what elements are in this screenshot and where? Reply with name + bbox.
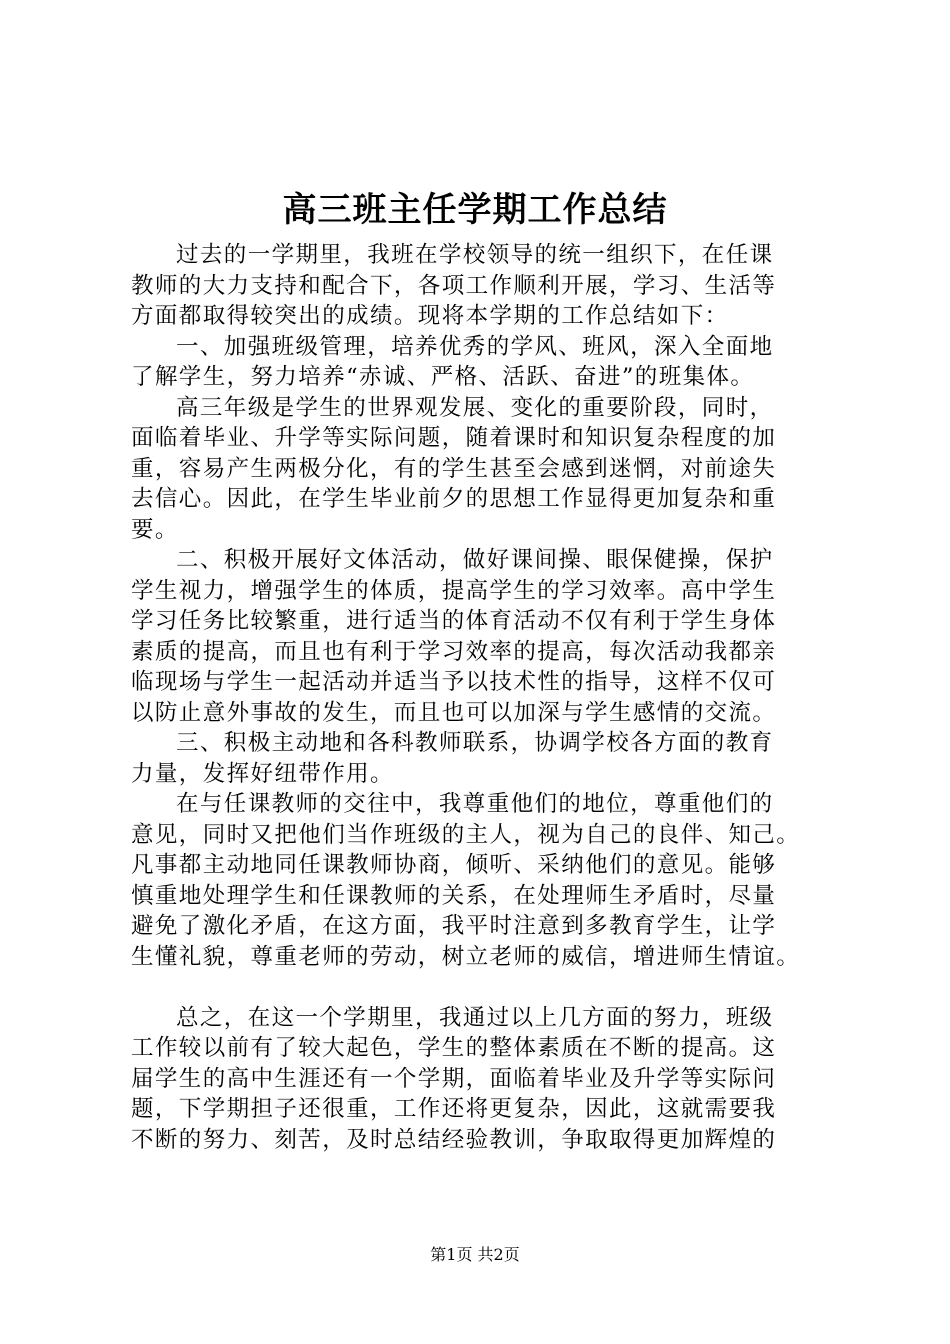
paragraph-section-three	[131, 728, 831, 789]
text-line: 工作较以前有了较大起色，学生的整体素质在不断的提高。这	[131, 1035, 777, 1061]
text-line: 避免了激化矛盾，在这方面，我平时注意到多教育学生，让学	[131, 913, 777, 939]
paragraph-section-three-detail	[131, 789, 831, 972]
paragraph-section-one-detail	[131, 393, 831, 546]
text-line: 慎重地处理学生和任课教师的关系，在处理师生矛盾时，尽量	[131, 882, 777, 909]
text-line: 高三年级是学生的世界观发展、变化的重要阶段，同时，	[176, 394, 774, 421]
text-line: 二、积极开展好文体活动，做好课间操、眼保健操，保护	[176, 547, 774, 573]
text-line: 凡事都主动地同任课教师协商，倾听、采纳他们的意见。能够	[131, 852, 777, 878]
text-line: 要。	[131, 516, 179, 543]
text-line: 素质的提高，而且也有利于学习效率的提高，每次活动我都亲	[131, 638, 777, 665]
paragraph-section-two	[131, 545, 831, 728]
text-line: 三、积极主动地和各科教师联系，协调学校各方面的教育	[176, 730, 774, 756]
text-line: 题，下学期担子还很重，工作还将更复杂，因此，这就需要我	[131, 1096, 777, 1122]
text-line: 学习任务比较繁重，进行适当的体育活动不仅有利于学生身体	[131, 608, 777, 634]
text-line: 教师的大力支持和配合下，各项工作顺利开展，学习、生活等	[131, 272, 777, 299]
text-line: 意见，同时又把他们当作班级的主人，视为自己的良伴、知己。	[131, 821, 801, 848]
paragraph-intro	[131, 240, 831, 332]
text-line: 了解学生，努力培养“赤诚、严格、活跃、奋进”的班集体。	[131, 364, 755, 390]
paragraph-section-one	[131, 332, 831, 393]
document-body	[131, 240, 831, 1155]
page-number-footer: 第1页 共2页	[430, 1245, 520, 1264]
paragraph-spacer	[131, 972, 831, 1003]
text-line: 过去的一学期里，我班在学校领导的统一组织下，在任课	[176, 242, 774, 268]
text-line: 届学生的高中生涯还有一个学期，面临着毕业及升学等实际问	[131, 1065, 777, 1092]
text-line: 不断的努力、刻苦，及时总结经验教训，争取取得更加辉煌的	[131, 1126, 777, 1153]
text-line: 学生视力，增强学生的体质，提高学生的学习效率。高中学生	[131, 577, 777, 604]
text-line: 总之，在这一个学期里，我通过以上几方面的努力，班级	[176, 1004, 774, 1031]
document-title: 高三班主任学期工作总结	[282, 190, 668, 230]
text-line: 以防止意外事故的发生，而且也可以加深与学生感情的交流。	[131, 699, 777, 726]
paragraph-conclusion	[131, 1003, 831, 1156]
text-line: 临现场与学生一起活动并适当予以技术性的指导，这样不仅可	[131, 669, 777, 695]
text-line: 在与任课教师的交往中，我尊重他们的地位，尊重他们的	[176, 791, 774, 817]
text-line: 去信心。因此，在学生毕业前夕的思想工作显得更加复杂和重	[131, 486, 777, 512]
text-line: 一、加强班级管理，培养优秀的学风、班风，深入全面地	[176, 333, 774, 360]
text-line: 面临着毕业、升学等实际问题，随着课时和知识复杂程度的加	[131, 425, 777, 451]
text-line: 方面都取得较突出的成绩。现将本学期的工作总结如下：	[131, 303, 729, 329]
text-line: 生懂礼貌，尊重老师的劳动，树立老师的威信，增进师生情谊。	[131, 943, 801, 970]
text-line: 重，容易产生两极分化，有的学生甚至会感到迷惘，对前途失	[131, 455, 777, 482]
text-line: 力量，发挥好纽带作用。	[131, 760, 394, 787]
